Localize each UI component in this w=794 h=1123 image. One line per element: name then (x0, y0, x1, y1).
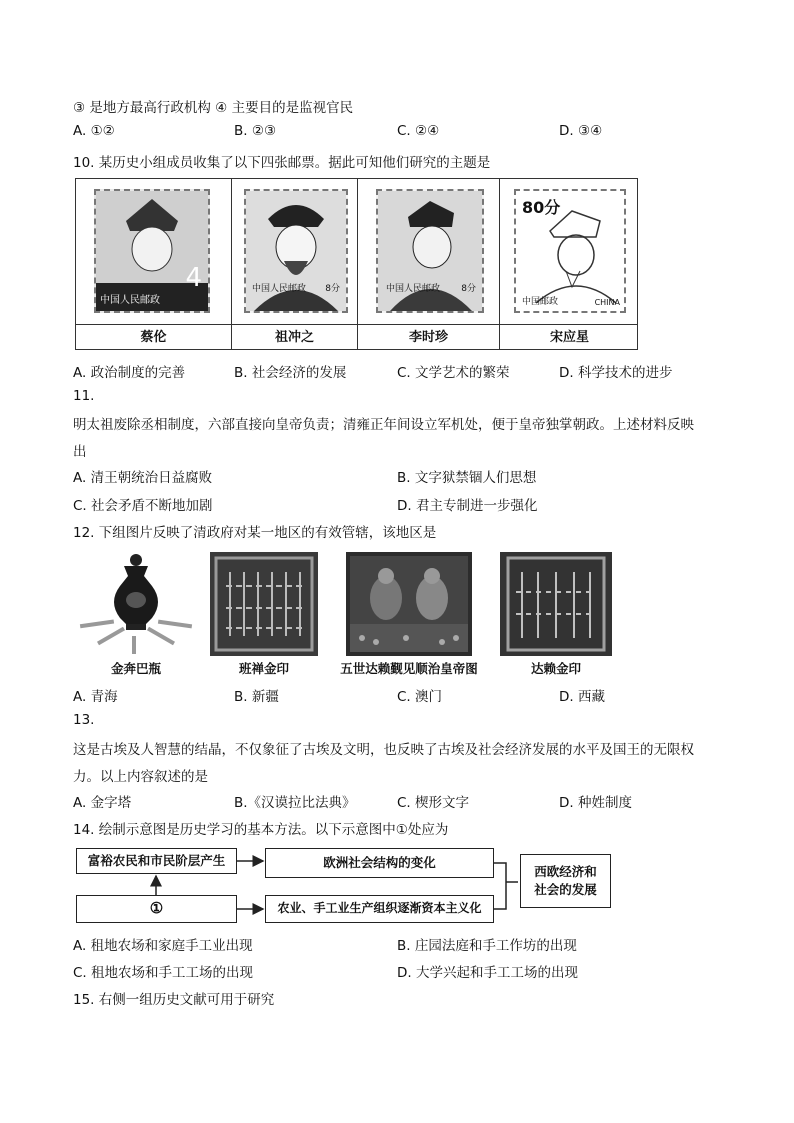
q12-stem: 12. 下组图片反映了清政府对某一地区的有效管辖，该地区是 (73, 525, 437, 541)
stamp-song-yingxing (514, 189, 626, 313)
stamp-table (75, 178, 638, 350)
q14-option-c: C. 租地农场和手工工场的出现 (73, 965, 254, 981)
caption-li-shizhen: 李时珍 (358, 325, 500, 350)
q13-stem-line1: 这是古埃及人智慧的结晶，不仅象征了古埃及文明，也反映了古埃及社会经济发展的水平及国王的无限权 (73, 742, 694, 758)
bracket-to-result (494, 863, 518, 909)
q11-number: 11. (73, 388, 95, 404)
stamp-zu-chongzhi (244, 189, 348, 313)
picture-dalai-seal (500, 552, 612, 656)
mural-icon (346, 552, 472, 656)
stamp-country: 中国人民邮政 (252, 284, 307, 294)
caption-panchen-seal: 班禅金印 (238, 661, 289, 676)
stamp-country: 中国人民邮政 (100, 295, 160, 306)
q10-option-c: C. 文学艺术的繁荣 (397, 365, 510, 381)
box-blank-1: ① (76, 895, 237, 923)
q14-option-a: A. 租地农场和家庭手工业出现 (73, 938, 253, 954)
q12-option-b: B. 新疆 (234, 689, 279, 705)
golden-urn-icon (76, 552, 196, 656)
picture-dalai-meets-shunzhi (346, 552, 472, 656)
q9-option-c: C. ②④ (397, 123, 440, 139)
q13-option-a: A. 金字塔 (73, 795, 132, 811)
q9-option-d: D. ③④ (559, 123, 603, 139)
q14-option-d: D. 大学兴起和手工工场的出现 (397, 965, 578, 981)
caption-golden-urn: 金奔巴瓶 (110, 661, 161, 676)
result-line-1: 西欧经济和 (534, 864, 597, 879)
q13-stem-line2: 力。以上内容叙述的是 (73, 769, 208, 785)
stamp-country: 中国人民邮政 (386, 284, 441, 294)
q14-option-b: B. 庄园法庭和手工作坊的出现 (397, 938, 577, 954)
box-social-structure: 欧洲社会结构的变化 (265, 848, 494, 878)
q10-option-d: D. 科学技术的进步 (559, 365, 673, 381)
stamp-extra: CHINA (594, 298, 620, 307)
stamp-cai-lun (94, 189, 210, 313)
stamp-cell-1 (76, 179, 232, 324)
q9-option-b: B. ②③ (234, 123, 277, 139)
stamp-cell-4 (500, 179, 639, 324)
q12-option-d: D. 西藏 (559, 689, 605, 705)
q9-option-a: A. ①② (73, 123, 115, 139)
stamp-value: 8分 (461, 284, 476, 294)
stamp-caption-row (76, 324, 637, 350)
q11-option-c: C. 社会矛盾不断地加剧 (73, 498, 213, 514)
q12-option-c: C. 澳门 (397, 689, 443, 705)
caption-song-yingxing: 宋应星 (549, 330, 589, 345)
q14-stem: 14. 绘制示意图是历史学习的基本方法。以下示意图中①处应为 (73, 822, 449, 838)
stamp-value: 8分 (325, 284, 340, 294)
q11-stem-line2: 出 (73, 444, 87, 460)
panchen-seal-icon (210, 552, 318, 656)
q13-option-b: B.《汉谟拉比法典》 (234, 795, 356, 811)
stamp-cell-2 (232, 179, 358, 324)
q10-option-b: B. 社会经济的发展 (234, 365, 347, 381)
q9-statement-line: ③ 是地方最高行政机构 ④ 主要目的是监视官民 (73, 100, 354, 116)
q10-stem: 10. 某历史小组成员收集了以下四张邮票。据此可知他们研究的主题是 (73, 155, 491, 171)
q13-option-d: D. 种姓制度 (559, 795, 632, 811)
picture-panchen-seal (210, 552, 318, 656)
stamp-value: 4 (185, 263, 202, 293)
q11-option-a: A. 清王朝统治日益腐败 (73, 470, 213, 486)
caption-zu-chongzhi: 祖冲之 (232, 325, 358, 350)
stamp-cell-3 (358, 179, 500, 324)
q11-option-b: B. 文字狱禁锢人们思想 (397, 470, 537, 486)
q15-stem: 15. 右侧一组历史文献可用于研究 (73, 992, 275, 1008)
q13-option-c: C. 楔形文字 (397, 795, 470, 811)
stamp-country: 中国邮政 (522, 297, 559, 307)
stamp-li-shizhen (376, 189, 484, 313)
box-western-europe-development (520, 854, 611, 908)
caption-dalai-seal: 达赖金印 (530, 661, 581, 676)
caption-dalai-meets-shunzhi: 五世达赖觐见顺治皇帝图 (340, 661, 478, 676)
dalai-seal-icon (500, 552, 612, 656)
q11-option-d: D. 君主专制进一步强化 (397, 498, 538, 514)
picture-golden-urn (76, 552, 196, 656)
q13-number: 13. (73, 712, 95, 728)
caption-cai-lun: 蔡伦 (76, 325, 232, 350)
box-rich-peasants: 富裕农民和市民阶层产生 (76, 848, 237, 874)
q12-option-a: A. 青海 (73, 689, 118, 705)
stamp-value: 80分 (522, 198, 561, 217)
q11-stem-line1: 明太祖废除丞相制度，六部直接向皇帝负责；清雍正年间设立军机处，便于皇帝独掌朝政。上述材料反映 (73, 417, 694, 433)
box-capitalist-production: 农业、手工业生产组织逐渐资本主义化 (265, 895, 494, 923)
q10-option-a: A. 政治制度的完善 (73, 365, 186, 381)
result-line-2: 社会的发展 (534, 882, 597, 897)
